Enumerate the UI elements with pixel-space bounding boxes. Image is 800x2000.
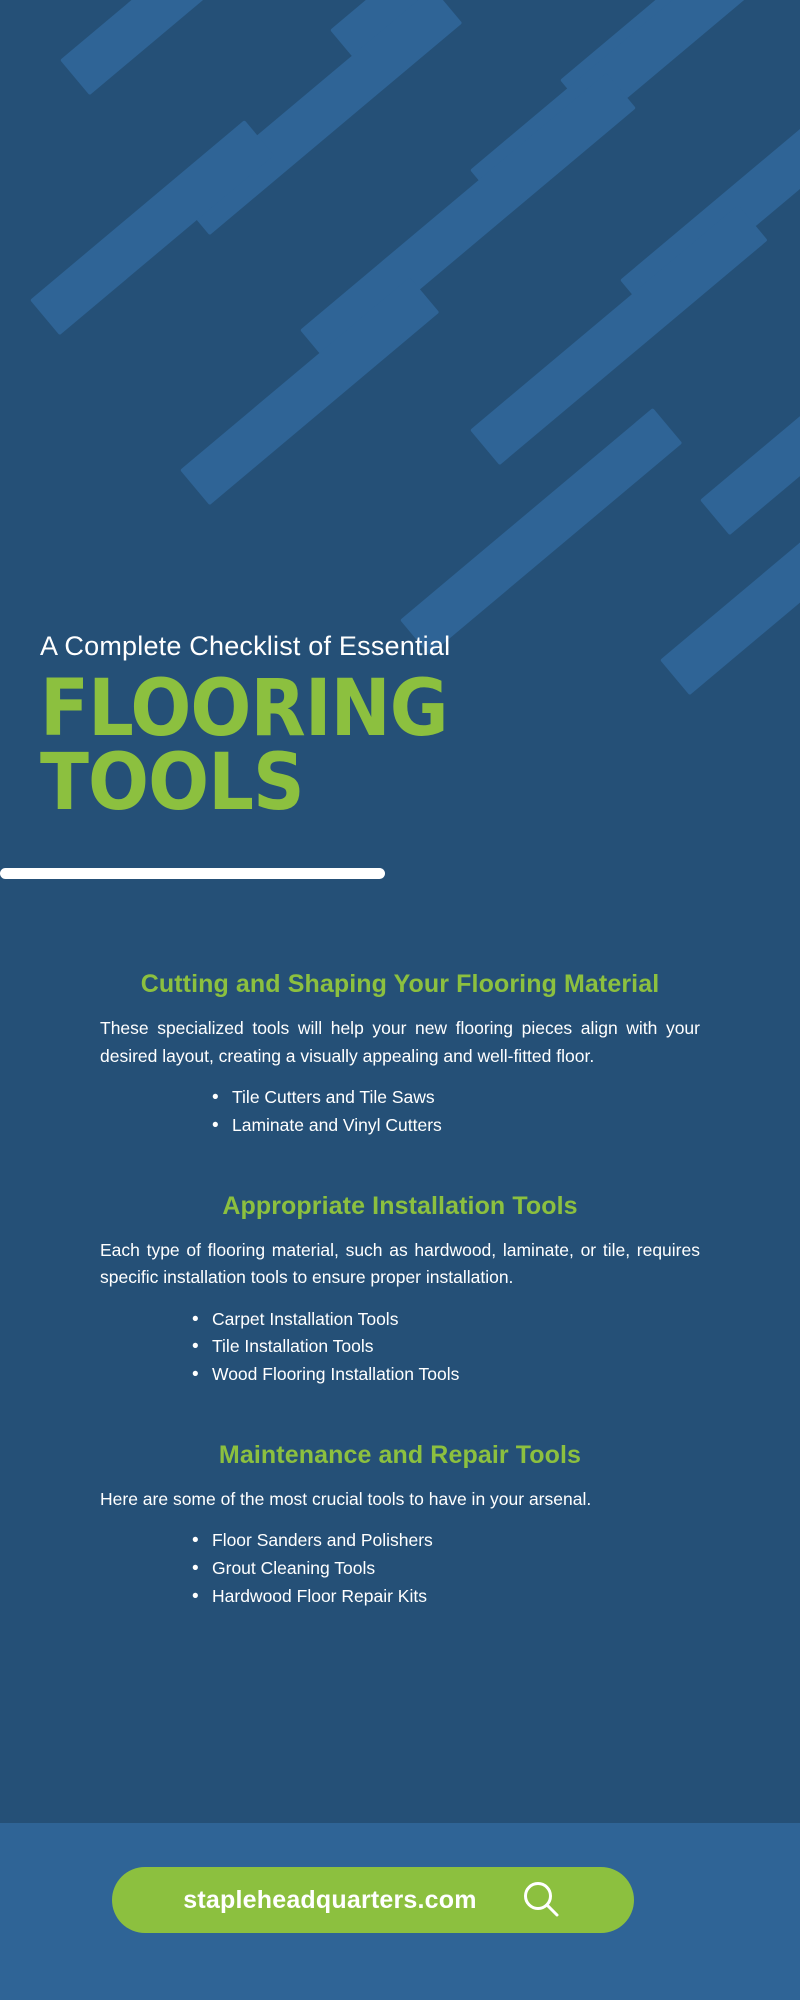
website-url-label: stapleheadquarters.com <box>183 1885 477 1914</box>
section-maintenance-and-repair <box>0 1441 800 1611</box>
title-divider <box>0 868 385 879</box>
section-list <box>190 1306 610 1389</box>
section-cutting-and-shaping <box>0 970 800 1140</box>
footer-band <box>0 1823 800 2000</box>
sections-container <box>0 970 800 1654</box>
list-item: • Floor Sanders and Polishers <box>190 1527 610 1555</box>
title-block <box>40 630 760 829</box>
list-item: • Tile Cutters and Tile Saws <box>210 1084 610 1112</box>
section-installation-tools <box>0 1192 800 1389</box>
list-item: • Grout Cleaning Tools <box>190 1555 610 1583</box>
search-icon <box>519 1878 563 1922</box>
section-body: Each type of flooring material, such as hardwood, laminate, or tile, requires specific installation tools to ensure proper installation. <box>100 1239 700 1288</box>
section-heading: Appropriate Installation Tools <box>222 1191 578 1220</box>
section-body: These specialized tools will help your new flooring pieces align with your desired layout, creating a visually appealing and well-fitted floor. <box>100 1018 700 1066</box>
list-item: • Tile Installation Tools <box>190 1333 610 1361</box>
list-item: • Wood Flooring Installation Tools <box>190 1361 610 1389</box>
website-cta-button[interactable] <box>112 1867 634 1933</box>
section-heading: Cutting and Shaping Your Flooring Material <box>140 970 660 998</box>
section-list <box>190 1527 610 1610</box>
page-title: FLOORING TOOLS <box>40 664 448 829</box>
section-heading: Maintenance and Repair Tools <box>218 1440 582 1469</box>
list-item: • Carpet Installation Tools <box>190 1306 610 1334</box>
subtitle: A Complete Checklist of Essential <box>40 631 451 661</box>
list-item: • Laminate and Vinyl Cutters <box>210 1112 610 1140</box>
section-body: Here are some of the most crucial tools to have in your arsenal. <box>100 1488 592 1509</box>
section-list <box>210 1084 610 1139</box>
list-item: • Hardwood Floor Repair Kits <box>190 1583 610 1611</box>
